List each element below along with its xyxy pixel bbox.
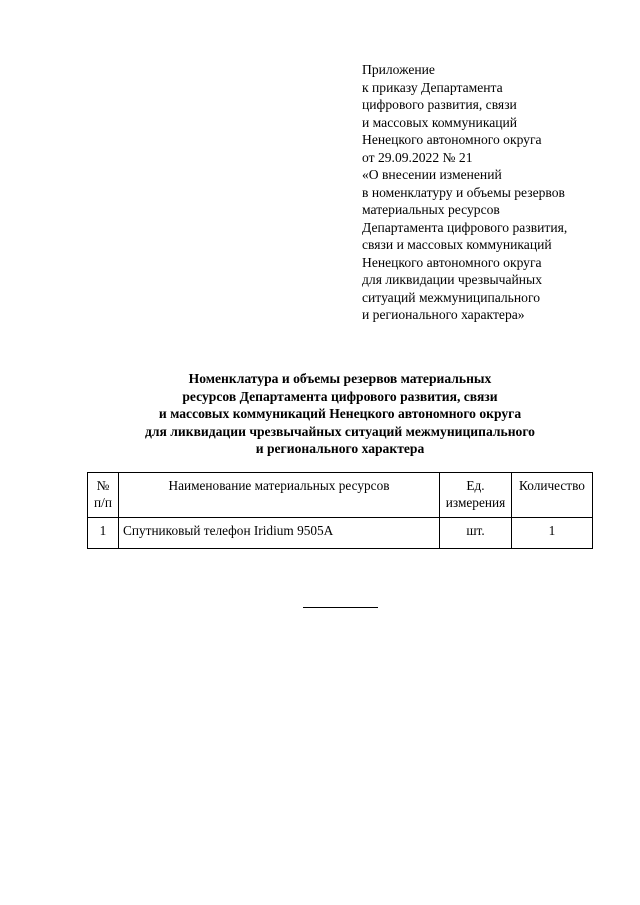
appendix-line: для ликвидации чрезвычайных bbox=[362, 272, 542, 287]
appendix-line: ситуаций межмуниципального bbox=[362, 289, 540, 305]
end-divider bbox=[303, 607, 378, 608]
header-unit-line1: Ед. bbox=[466, 478, 485, 493]
title-line: Номенклатура и объемы резервов материальных bbox=[188, 371, 492, 386]
appendix-line: материальных ресурсов bbox=[362, 202, 500, 217]
header-number-line2: п/п bbox=[94, 495, 112, 510]
cell-unit: шт. bbox=[440, 518, 512, 549]
appendix-block bbox=[362, 61, 632, 324]
document-title bbox=[40, 370, 640, 458]
appendix-line: в номенклатуру и объемы резервов bbox=[362, 184, 565, 200]
header-unit bbox=[440, 473, 512, 518]
cell-number: 1 bbox=[88, 518, 119, 549]
title-line: для ликвидации чрезвычайных ситуаций межмуниципального bbox=[145, 423, 535, 439]
cell-name: Спутниковый телефон Iridium 9505А bbox=[119, 518, 440, 549]
resources-table bbox=[87, 472, 593, 549]
appendix-line: и массовых коммуникаций bbox=[362, 114, 518, 130]
header-number bbox=[88, 473, 119, 518]
table-header-row bbox=[88, 473, 593, 518]
appendix-line: и регионального характера» bbox=[362, 307, 525, 322]
header-number-line1: № bbox=[96, 478, 110, 493]
appendix-line: цифрового развития, связи bbox=[362, 97, 517, 112]
appendix-line: «О внесении изменений bbox=[362, 167, 502, 182]
header-name: Наименование материальных ресурсов bbox=[119, 473, 440, 518]
appendix-line: связи и массовых коммуникаций bbox=[362, 237, 552, 252]
table-row bbox=[88, 518, 593, 549]
appendix-line: Департамента цифрового развития, bbox=[362, 219, 568, 235]
header-quantity: Количество bbox=[512, 473, 593, 518]
appendix-line: Ненецкого автономного округа bbox=[362, 132, 542, 147]
appendix-line: от 29.09.2022 № 21 bbox=[362, 149, 473, 165]
appendix-line: Ненецкого автономного округа bbox=[362, 254, 542, 270]
cell-quantity: 1 bbox=[512, 518, 593, 549]
title-line: ресурсов Департамента цифрового развития, связи bbox=[182, 388, 498, 404]
title-line: и регионального характера bbox=[255, 441, 425, 456]
title-line: и массовых коммуникаций Ненецкого автономного округа bbox=[158, 406, 522, 421]
appendix-line: к приказу Департамента bbox=[362, 79, 503, 95]
header-unit-line2: измерения bbox=[445, 495, 506, 510]
appendix-line: Приложение bbox=[362, 62, 435, 77]
